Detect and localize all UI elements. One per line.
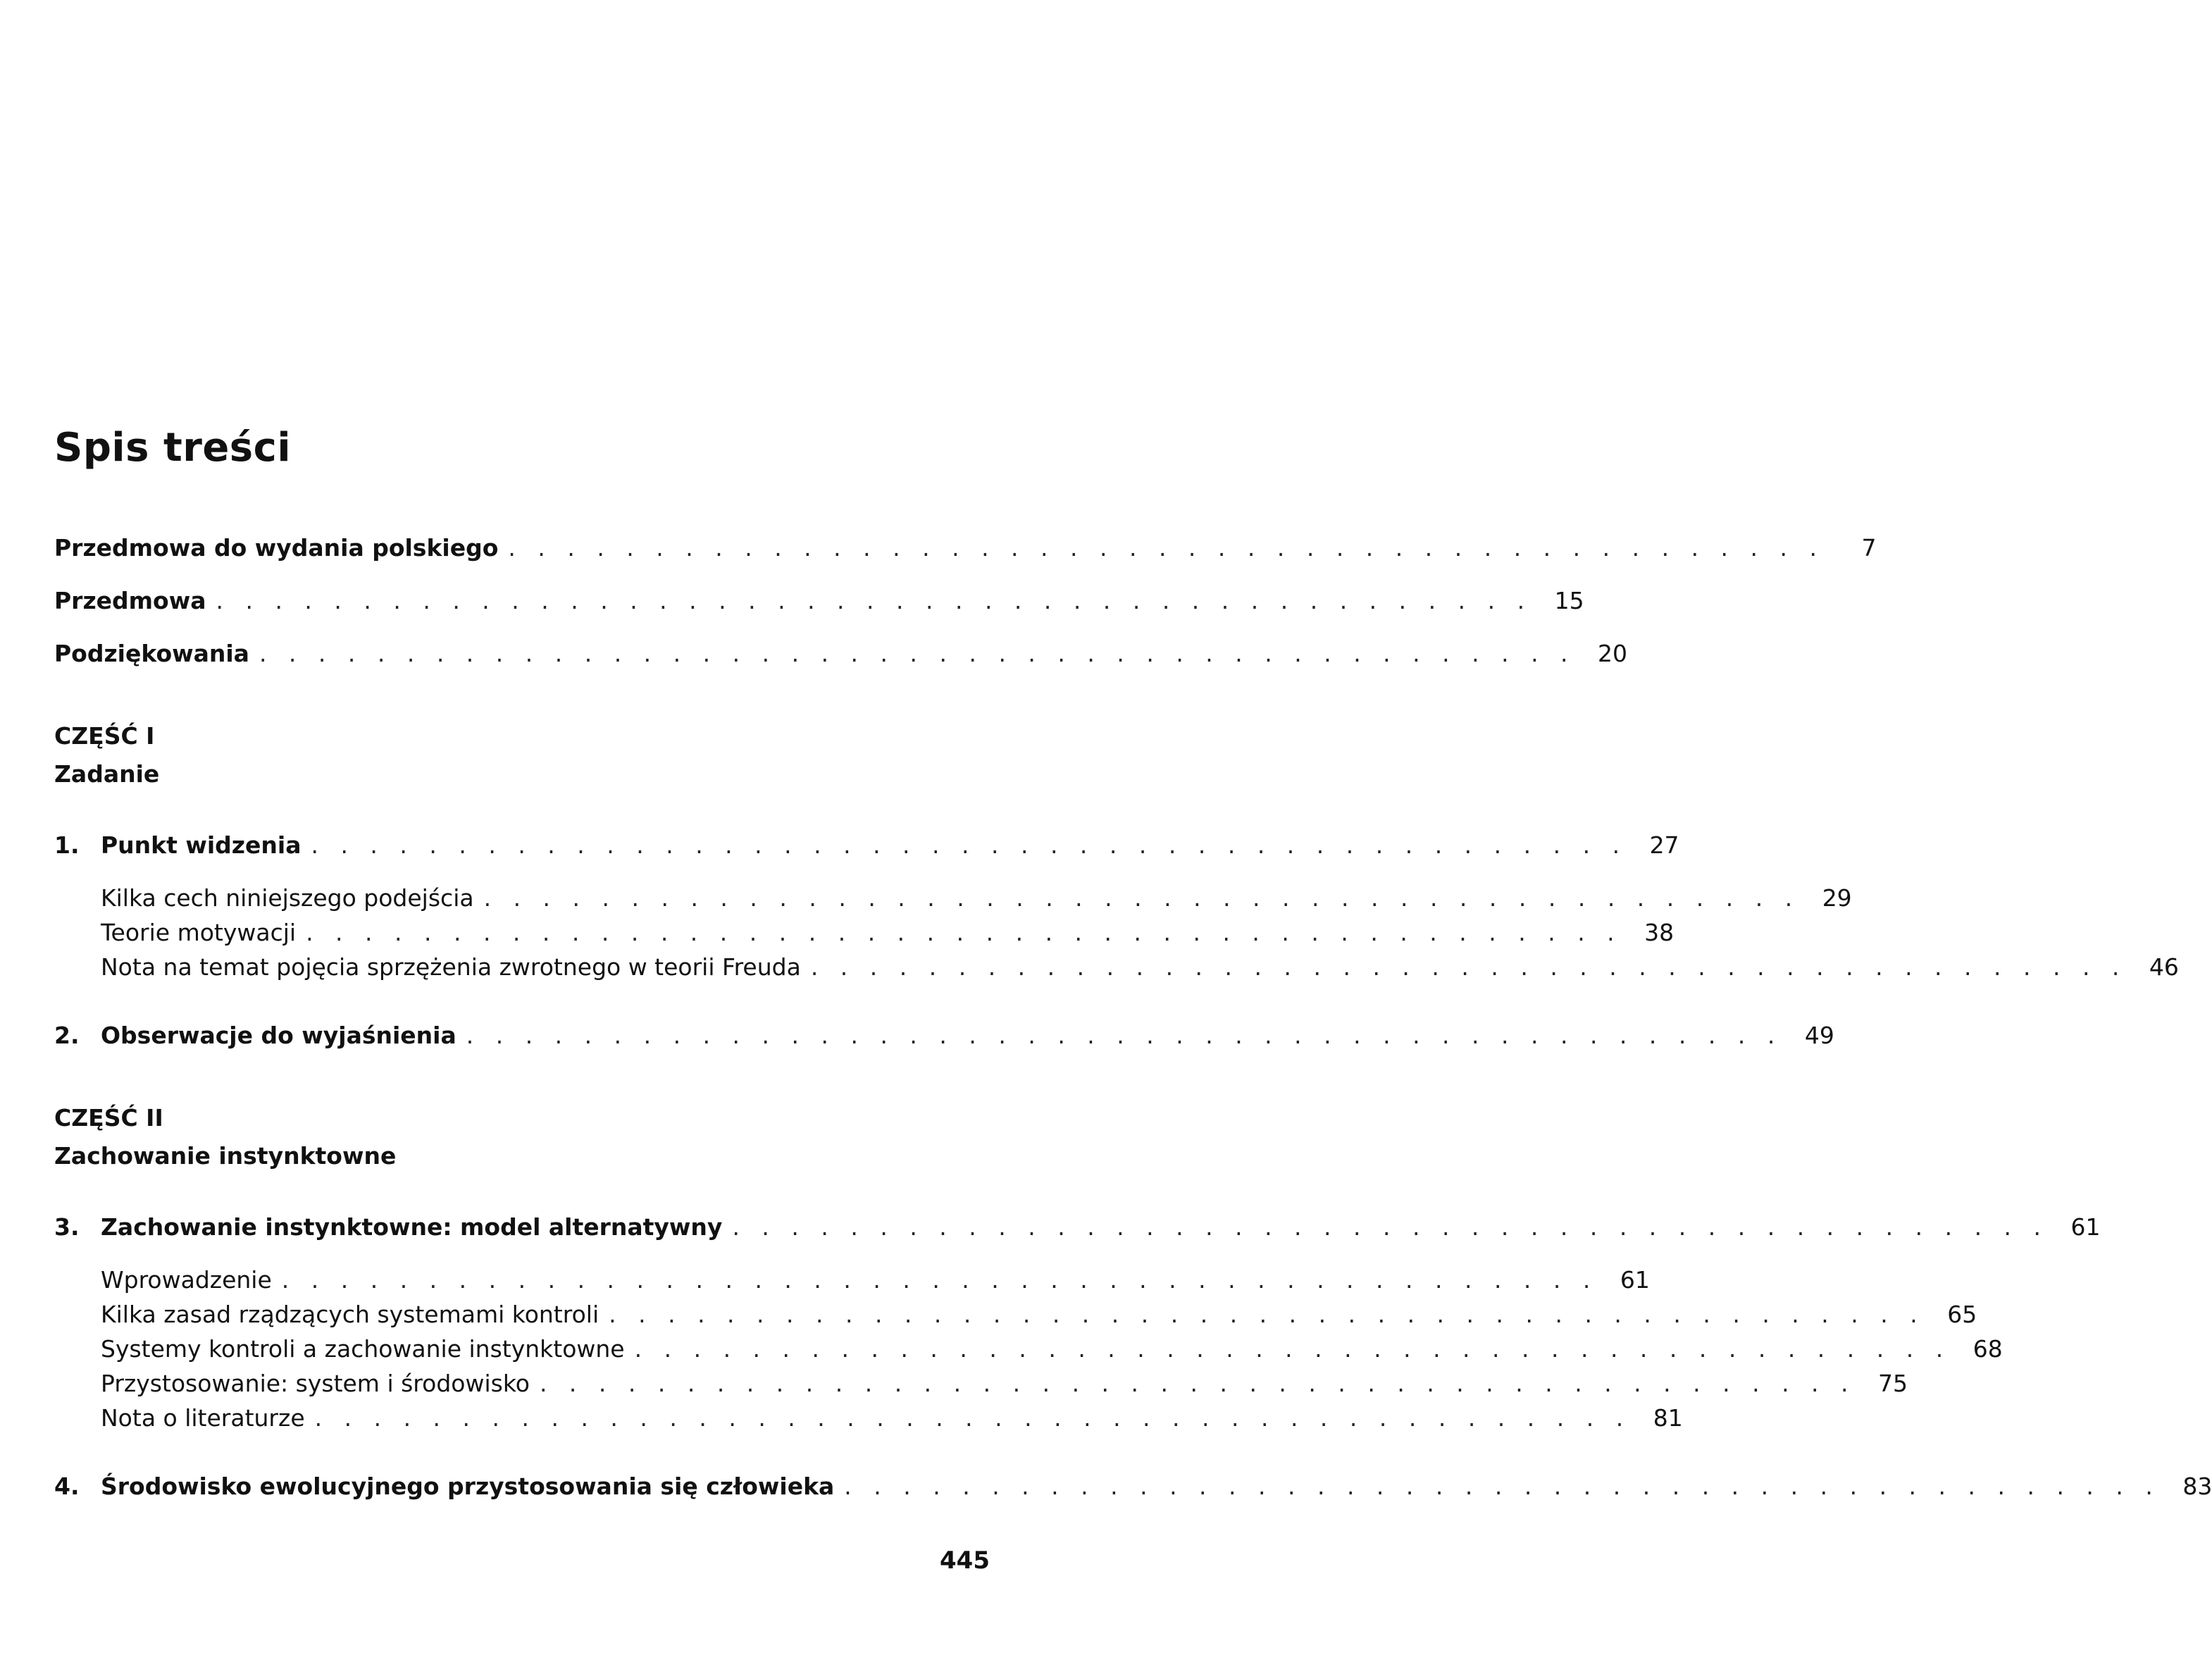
section-label: Kilka cech niniejszego podejścia: [101, 884, 474, 912]
part-heading: CZĘŚĆ I: [54, 722, 155, 750]
section-page: 29: [1822, 884, 1852, 912]
dot-leader: . . . . . . . . . . . . . . . . . . . . . . . . . . . . . . . . . . . . . . . . . . . . .: [466, 1022, 1782, 1050]
part-name: Zadanie: [54, 760, 160, 788]
section-label: Nota o literaturze: [101, 1404, 305, 1432]
toc-section[interactable]: [101, 912, 1674, 947]
toc-chapter[interactable]: [54, 1015, 1834, 1050]
toc-entry-label: Podziękowania: [54, 640, 249, 668]
chapter-page: 49: [1804, 1022, 1834, 1050]
chapter-page: 83: [2182, 1473, 2212, 1501]
toc-entry-label: Przedmowa do wydania polskiego: [54, 534, 499, 562]
toc-section[interactable]: [101, 946, 2179, 981]
section-page: 38: [1644, 919, 1674, 947]
section-label: Wprowadzenie: [101, 1266, 272, 1294]
section-label: Przystosowanie: system i środowisko: [101, 1370, 530, 1398]
toc-entry-page: 15: [1554, 587, 1584, 615]
dot-leader: . . . . . . . . . . . . . . . . . . . . . . . . . . . . . . . . . . . . . . . . . . . . .: [634, 1335, 1951, 1363]
dot-leader: . . . . . . . . . . . . . . . . . . . . . . . . . . . . . . . . . . . . . . . . . . . . .: [216, 587, 1532, 615]
page-title: Spis treści: [54, 425, 292, 471]
toc-chapter[interactable]: [54, 1465, 2212, 1501]
dot-leader: . . . . . . . . . . . . . . . . . . . . . . . . . . . . . . . . . . . . . . . . . . . . .: [306, 919, 1622, 947]
toc-entry[interactable]: [54, 633, 1628, 668]
chapter-number: 1.: [54, 831, 80, 860]
dot-leader: . . . . . . . . . . . . . . . . . . . . . . . . . . . . . . . . . . . . . . . . . . . . .: [314, 1404, 1631, 1432]
chapter-label: Zachowanie instynktowne: model alternatywny: [101, 1213, 723, 1241]
part-name: Zachowanie instynktowne: [54, 1142, 397, 1170]
page-number: 445: [940, 1547, 990, 1575]
chapter-page: 61: [2070, 1213, 2101, 1241]
section-page: 65: [1947, 1301, 1977, 1329]
toc-entry-page: 7: [1861, 534, 1877, 562]
section-page: 68: [1972, 1335, 2003, 1363]
dot-leader: . . . . . . . . . . . . . . . . . . . . . . . . . . . . . . . . . . . . . . . . . . . . .: [259, 640, 1576, 668]
section-page: 61: [1620, 1266, 1650, 1294]
section-page: 46: [2149, 953, 2179, 981]
dot-leader: . . . . . . . . . . . . . . . . . . . . . . . . . . . . . . . . . . . . . . . . . . . . .: [539, 1370, 1856, 1398]
toc-chapter[interactable]: [54, 824, 1679, 860]
chapter-number: 2.: [54, 1022, 80, 1050]
chapter-number: 3.: [54, 1213, 80, 1241]
toc-section[interactable]: [101, 1259, 1650, 1294]
dot-leader: . . . . . . . . . . . . . . . . . . . . . . . . . . . . . . . . . . . . . . . . . . . . .: [732, 1213, 2049, 1241]
toc-section[interactable]: [101, 1397, 1683, 1432]
section-label: Teorie motywacji: [101, 919, 297, 947]
chapter-label: Punkt widzenia: [101, 831, 302, 860]
section-page: 81: [1653, 1404, 1683, 1432]
section-label: Kilka zasad rządzących systemami kontroli: [101, 1301, 599, 1329]
toc-section[interactable]: [101, 1328, 2003, 1363]
toc-entry[interactable]: [54, 580, 1584, 615]
dot-leader: . . . . . . . . . . . . . . . . . . . . . . . . . . . . . . . . . . . . . . . . . . . . .: [844, 1473, 2161, 1501]
part-heading: CZĘŚĆ II: [54, 1104, 163, 1132]
toc-entry-label: Przedmowa: [54, 587, 206, 615]
dot-leader: . . . . . . . . . . . . . . . . . . . . . . . . . . . . . . . . . . . . . . . . . . . . .: [508, 534, 1825, 562]
dot-leader: . . . . . . . . . . . . . . . . . . . . . . . . . . . . . . . . . . . . . . . . . . . . .: [483, 884, 1800, 912]
section-page: 75: [1878, 1370, 1908, 1398]
dot-leader: . . . . . . . . . . . . . . . . . . . . . . . . . . . . . . . . . . . . . . . . . . . . .: [810, 953, 2127, 981]
chapter-label: Środowisko ewolucyjnego przystosowania się człowieka: [101, 1473, 835, 1501]
toc-entry-page: 20: [1598, 640, 1628, 668]
toc-section[interactable]: [101, 1363, 1908, 1398]
toc-section[interactable]: [101, 877, 1852, 912]
dot-leader: . . . . . . . . . . . . . . . . . . . . . . . . . . . . . . . . . . . . . . . . . . . . .: [311, 831, 1627, 860]
chapter-page: 27: [1649, 831, 1679, 860]
dot-leader: . . . . . . . . . . . . . . . . . . . . . . . . . . . . . . . . . . . . . . . . . . . . .: [609, 1301, 1925, 1329]
toc-section[interactable]: [101, 1294, 1977, 1329]
toc-chapter[interactable]: [54, 1206, 2101, 1241]
section-label: Nota na temat pojęcia sprzężenia zwrotnego w teorii Freuda: [101, 953, 801, 981]
section-label: Systemy kontroli a zachowanie instynktowne: [101, 1335, 625, 1363]
chapter-number: 4.: [54, 1473, 80, 1501]
dot-leader: . . . . . . . . . . . . . . . . . . . . . . . . . . . . . . . . . . . . . . . . . . . . .: [281, 1266, 1598, 1294]
toc-entry[interactable]: [54, 527, 1877, 562]
chapter-label: Obserwacje do wyjaśnienia: [101, 1022, 456, 1050]
